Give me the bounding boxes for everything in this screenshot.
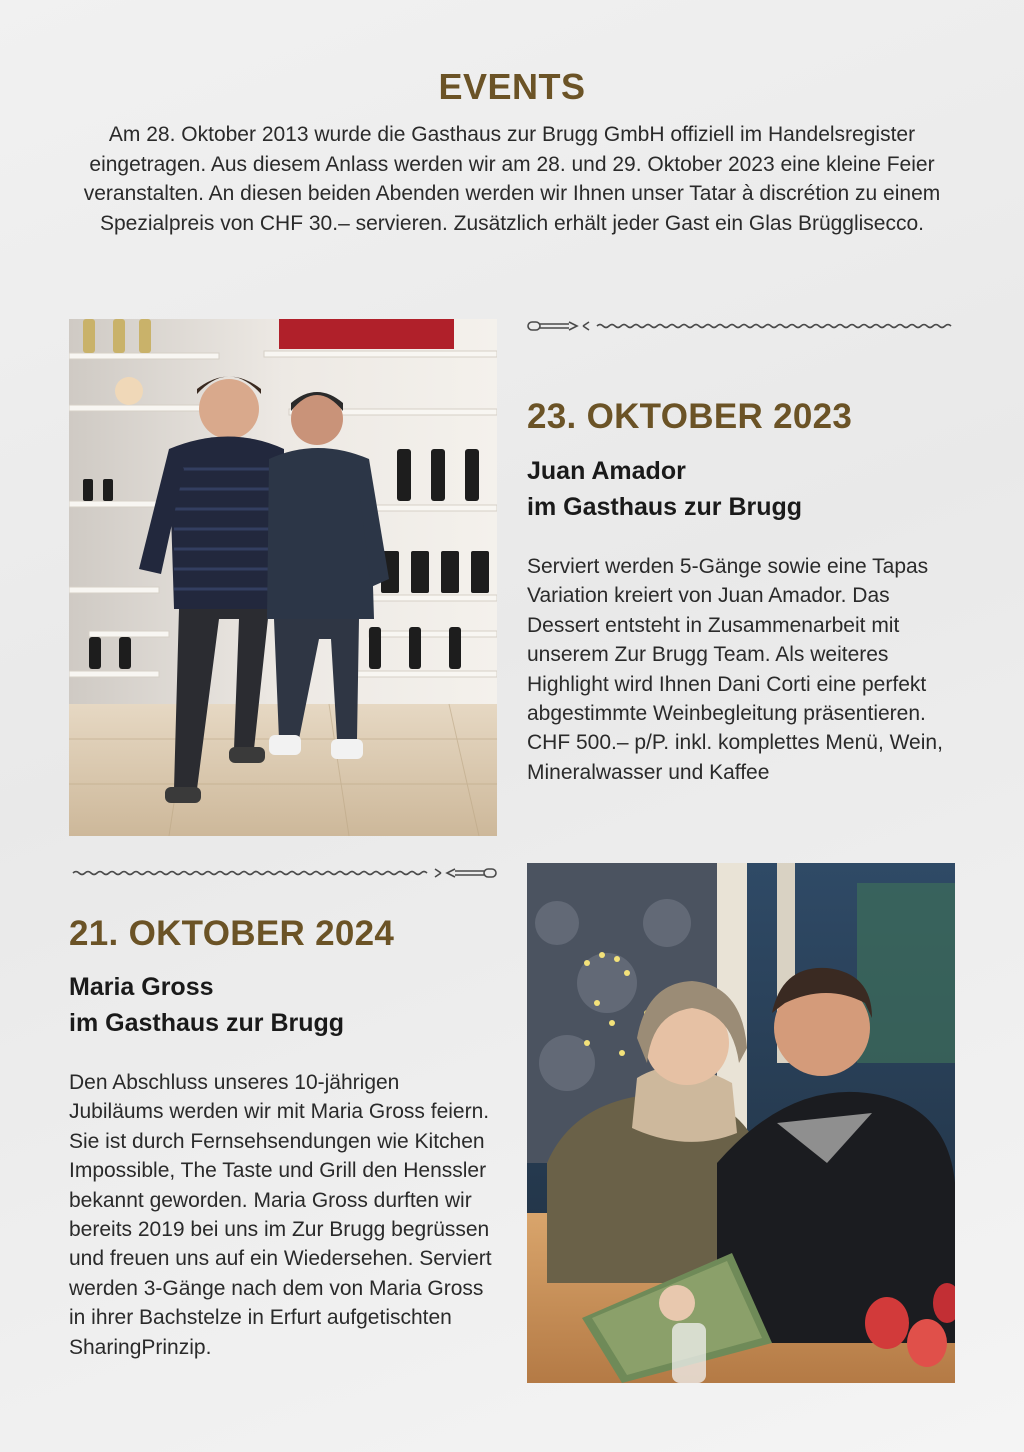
page-title: EVENTS [438,66,586,107]
event2-subtitle-venue: im Gasthaus zur Brugg [69,1009,345,1037]
event1-photo [69,319,497,836]
ornament-divider-middle [69,865,497,881]
event1-price: CHF 500.– p/P. inkl. komplettes Menü, Wein, Mineralwasser und Kaffee [527,731,943,784]
event2-date: 21. OKTOBER 2024 [69,914,395,953]
event1-body [527,552,947,787]
ornament-divider-top [527,318,955,334]
event1-date: 23. OKTOBER 2023 [527,397,853,436]
event2-subtitle-name: Maria Gross [69,973,214,1001]
event2-description: Den Abschluss unseres 10-jährigen Jubiläums werden wir mit Maria Gross feiern. Sie ist durch Fernsehsendungen wie Kitchen Impossible, The Taste und Grill den Henssler bekannt geworden. Maria Gross durften wir bereits 2019 bei uns im Zur Brugg begrüssen und freuen uns auf ein Wiedersehen. Serviert werden 3-Gänge nach dem von Maria Gross in ihrer Bachstelze in Erfurt aufgetischten SharingPrinzip. [69,1071,492,1359]
event1-subtitle [527,453,802,525]
event1-subtitle-name: Juan Amador [527,457,686,485]
event2-subtitle [69,969,344,1041]
event2-photo [527,863,955,1383]
intro-paragraph: Am 28. Oktober 2013 wurde die Gasthaus zur Brugg GmbH offiziell im Handelsregister eingetragen. Aus diesem Anlass werden wir am 28. und 29. Oktober 2023 eine kleine Feier veranstalten. An diesen beiden Abenden werden wir Ihnen unser Tatar à discrétion zu einem Spezialpreis von CHF 30.– servieren. Zusätzlich erhält jeder Gast ein Glas Brügglisecco. [83,123,941,235]
event2-body [69,1068,499,1362]
event1-subtitle-venue: im Gasthaus zur Brugg [527,493,803,521]
event1-description: Serviert werden 5-Gänge sowie eine Tapas Variation kreiert von Juan Amador. Das Dessert entsteht in Zusammenarbeit mit unserem Zur Brugg Team. Als weiteres Highlight wird Ihnen Dani Corti eine perfekt abgestimmte Weinbegleitung präsentieren. [527,555,929,726]
